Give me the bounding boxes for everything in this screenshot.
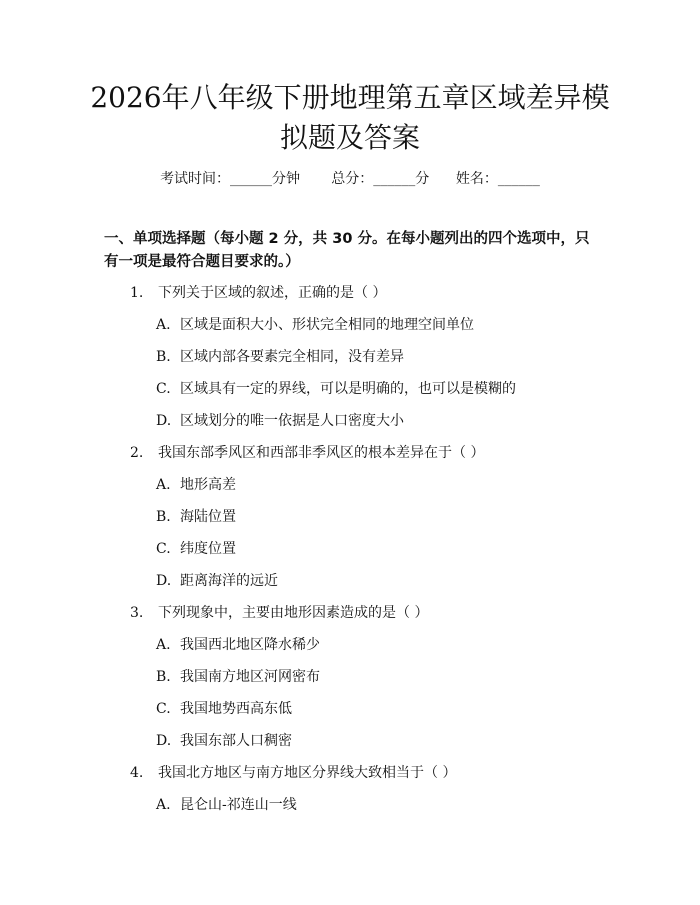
option-text: 距离海洋的远近 <box>180 573 278 589</box>
question-number: 4. <box>130 765 144 781</box>
option-text: 区域划分的唯一依据是人口密度大小 <box>180 413 404 429</box>
document-title: 2026年八年级下册地理第五章区域差异模拟题及答案 <box>90 81 610 154</box>
option-letter: A. <box>156 637 171 653</box>
option-text: 区域具有一定的界线，可以是明确的，也可以是模糊的 <box>180 381 516 397</box>
option-text: 区域是面积大小、形状完全相同的地理空间单位 <box>180 317 474 333</box>
question-number: 3. <box>130 605 144 621</box>
option-letter: D. <box>156 733 172 749</box>
option-letter: B. <box>156 669 171 685</box>
option-1d <box>156 410 404 430</box>
option-text: 区域内部各要素完全相同，没有差异 <box>180 349 404 365</box>
question-text: 下列现象中，主要由地形因素造成的是（ ） <box>158 605 429 621</box>
option-text: 我国地势西高东低 <box>180 701 292 717</box>
question-text: 我国东部季风区和西部非季风区的根本差异在于（ ） <box>158 445 485 461</box>
question-3 <box>130 602 428 622</box>
option-3b <box>156 666 320 686</box>
option-text: 我国西北地区降水稀少 <box>180 637 320 653</box>
option-2c <box>156 538 236 558</box>
exam-name: 姓名：______ <box>455 171 540 187</box>
question-text: 我国北方地区与南方地区分界线大致相当于（ ） <box>158 765 457 781</box>
option-text: 昆仑山-祁连山一线 <box>180 797 297 813</box>
question-text: 下列关于区域的叙述，正确的是（ ） <box>158 285 387 301</box>
option-1b <box>156 346 404 366</box>
option-3a <box>156 634 320 654</box>
exam-time: 考试时间：______分钟 <box>160 171 301 187</box>
exam-score: 总分：______分 <box>331 171 430 187</box>
option-letter: B. <box>156 509 171 525</box>
question-2 <box>130 442 484 462</box>
section-heading: 一、单项选择题（每小题 2 分，共 30 分。在每小题列出的四个选项中，只有一项是最符合题目要求的。） <box>104 231 590 270</box>
option-text: 海陆位置 <box>180 509 236 525</box>
option-text: 我国东部人口稠密 <box>180 733 292 749</box>
option-3d <box>156 730 292 750</box>
option-4a <box>156 794 297 814</box>
option-letter: C. <box>156 701 171 717</box>
option-2d <box>156 570 278 590</box>
question-number: 2. <box>130 445 144 461</box>
option-3c <box>156 698 292 718</box>
option-2a <box>156 474 236 494</box>
exam-meta <box>0 168 700 188</box>
option-letter: D. <box>156 573 172 589</box>
option-letter: A. <box>156 477 171 493</box>
option-text: 纬度位置 <box>180 541 236 557</box>
option-text: 地形高差 <box>180 477 236 493</box>
option-text: 我国南方地区河网密布 <box>180 669 320 685</box>
option-letter: D. <box>156 413 172 429</box>
option-letter: C. <box>156 381 171 397</box>
option-letter: A. <box>156 797 171 813</box>
question-number: 1. <box>130 285 144 301</box>
option-2b <box>156 506 236 526</box>
option-letter: A. <box>156 317 171 333</box>
option-letter: B. <box>156 349 171 365</box>
option-1c <box>156 378 516 398</box>
question-1 <box>130 282 386 302</box>
option-1a <box>156 314 474 334</box>
option-letter: C. <box>156 541 171 557</box>
question-4 <box>130 762 456 782</box>
